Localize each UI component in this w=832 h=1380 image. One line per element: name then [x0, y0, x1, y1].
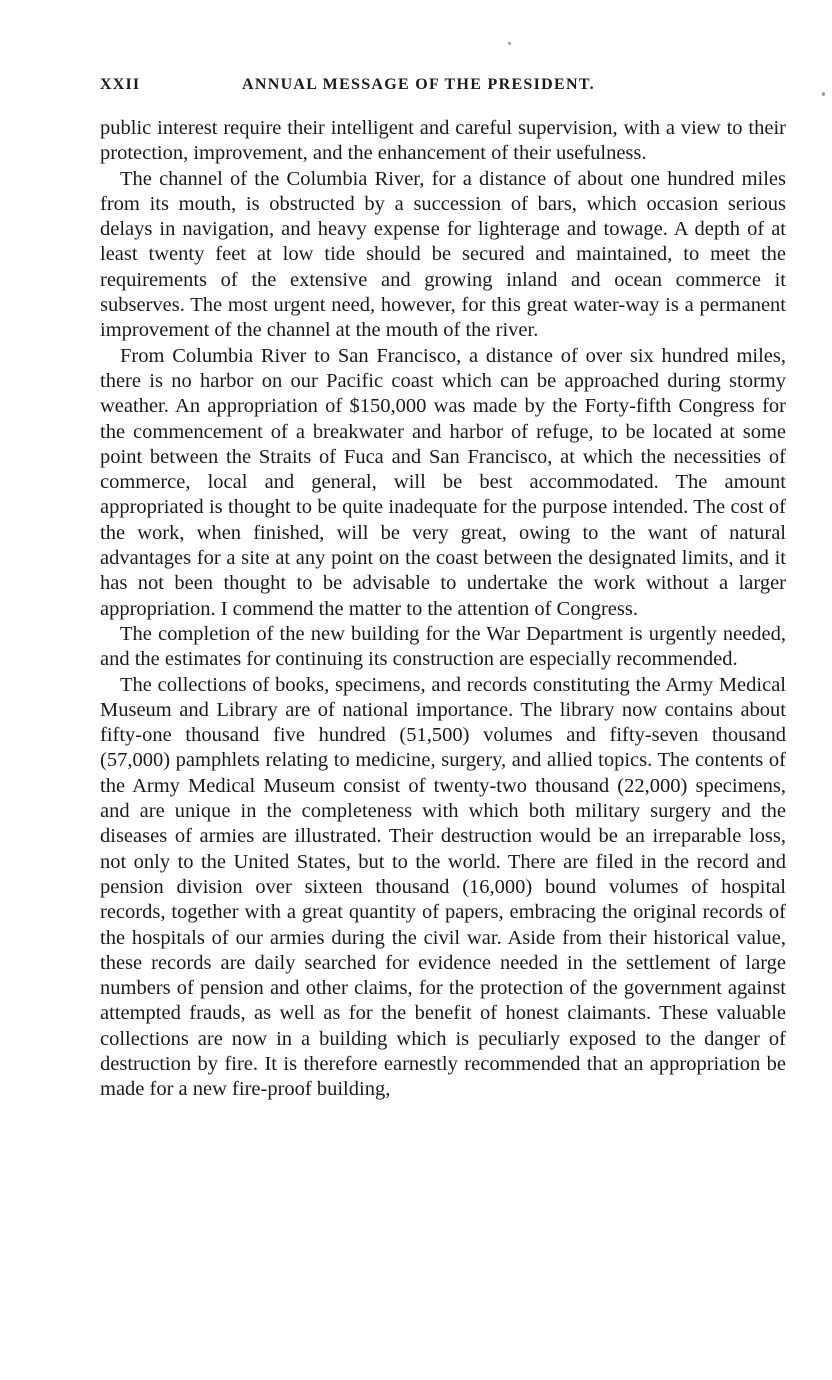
page-number: XXII	[100, 76, 141, 93]
running-head	[100, 76, 786, 98]
running-title: ANNUAL MESSAGE OF THE PRESIDENT.	[242, 76, 595, 93]
paragraph-columbia-river: The channel of the Columbia River, for a distance of about one hundred miles from its mouth, is obstructed by a succession of bars, which occasion serious delays in navigation, and heavy expense for lighterage and towage. A depth of at least twenty feet at low tide should be secured and maintained, to meet the requirements of the extensive and growing inland and ocean commerce it subserves. The most urgent need, however, for this great water-way is a permanent improvement of the channel at the mouth of the river.	[100, 167, 786, 342]
paragraph-continuation: public interest require their intelligent and careful supervision, with a view to their protection, improvement, and the enhancement of their usefulness.	[100, 117, 786, 165]
body-text	[100, 116, 786, 1103]
document-page	[100, 0, 786, 1380]
scan-speck	[822, 92, 825, 96]
paragraph-war-department-building: The completion of the new building for the War Department is urgently needed, and the estimates for continuing its construction are especially recommended.	[100, 622, 786, 671]
paragraph-pacific-harbor: From Columbia River to San Francisco, a distance of over six hundred miles, there is no harbor on our Pacific coast which can be approached during stormy weather. An appropriation of $150,000 was made by the Forty-fifth Congress for the commencement of a breakwater and harbor of refuge, to be located at some point between the Straits of Fuca and San Francisco, at which the necessities of commerce, local and general, will be best accommodated. The amount appropriated is thought to be quite inadequate for the purpose intended. The cost of the work, when finished, will be very great, owing to the want of natural advantages for a site at any point on the coast between the designated limits, and it has not been thought to be advisable to undertake the work without a larger appropriation. I commend the matter to the attention of Congress.	[100, 344, 786, 620]
paragraph-army-medical-museum: The collections of books, specimens, and records constituting the Army Medical Museum and Library are of national importance. The library now contains about fifty-one thousand five hundred (51,500) volumes and fifty-seven thousand (57,000) pamphlets relating to medicine, surgery, and allied topics. The contents of the Army Medical Museum consist of twenty-two thousand (22,000) specimens, and are unique in the completeness with which both military surgery and the diseases of armies are illustrated. Their destruction would be an irreparable loss, not only to the United States, but to the world. There are filed in the record and pension division over sixteen thousand (16,000) bound volumes of hospital records, together with a great quantity of papers, embracing the original records of the hospitals of our armies during the civil war. Aside from their historical value, these records are daily searched for evidence needed in the settlement of large numbers of pension and other claims, for the protection of the government against attempted frauds, as well as for the benefit of honest claimants. These valuable collections are now in a building which is peculiarly exposed to the danger of destruction by fire. It is therefore earnestly recommended that an appropriation be made for a new fire-proof building,	[100, 673, 786, 1101]
